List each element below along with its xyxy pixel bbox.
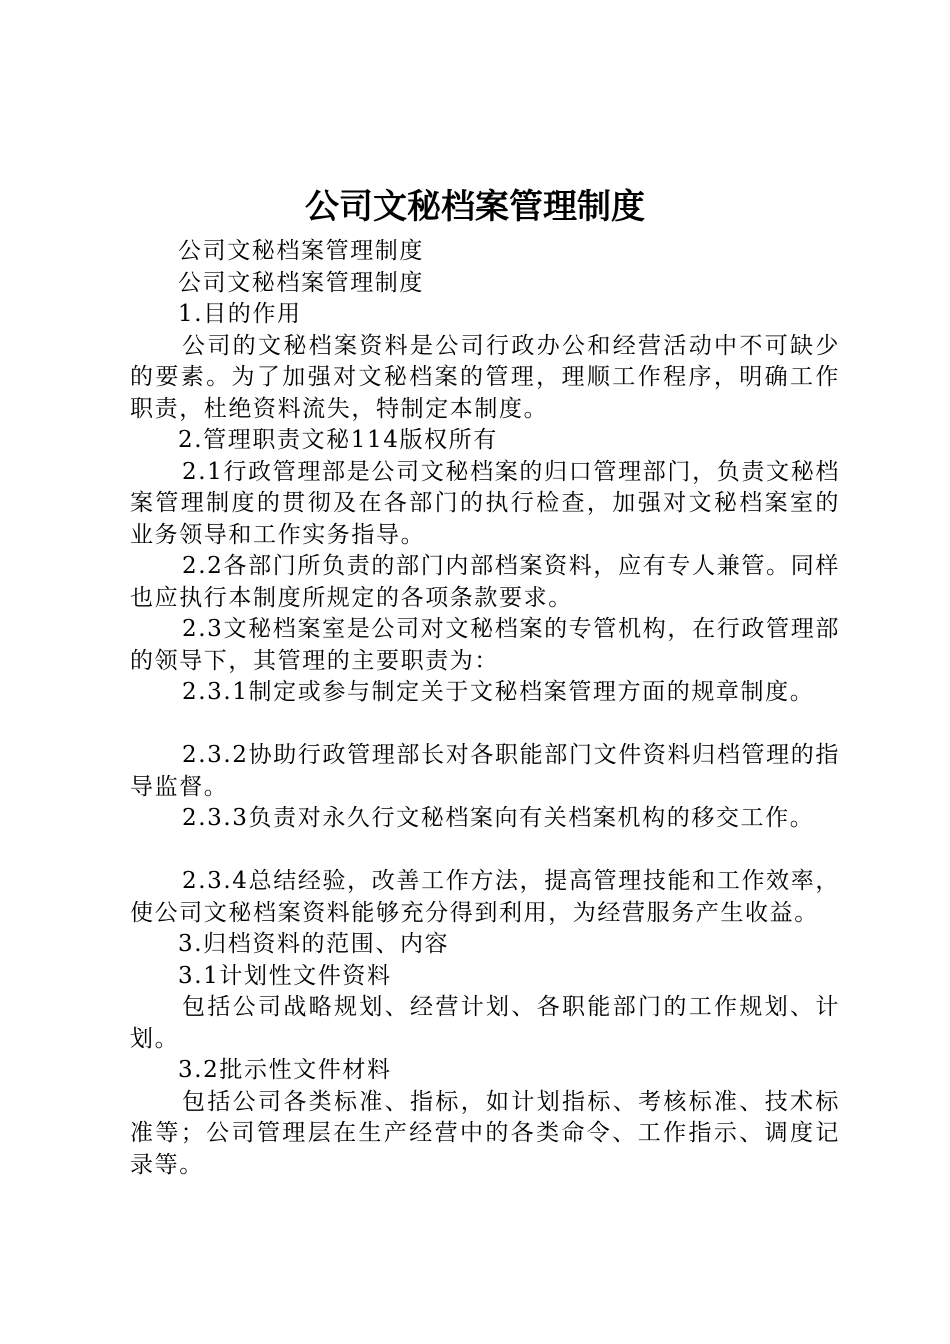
paragraph-subtitle-2: 公司文秘档案管理制度 [178,269,424,296]
subsection-heading-3-1: 3.1计划性文件资料 [178,962,392,989]
paragraph-subtitle-1: 公司文秘档案管理制度 [178,238,424,264]
paragraph-2-3-3: 2.3.3负责对永久行文秘档案向有关档案机构的移交工作。 [182,805,815,831]
section-heading-scope: 3.归档资料的范围、内容 [178,931,450,957]
document-title: 公司文秘档案管理制度 [305,187,645,227]
paragraph-2-1: 2.1行政管理部是公司文秘档案的归口管理部门，负责文秘档案管理制度的贯彻及在各部门的执行检查，加强对文秘档案室的业务领导和工作实务指导。 [130,458,840,548]
paragraph-2-3-1: 2.3.1制定或参与制定关于文秘档案管理方面的规章制度。 [182,679,815,705]
paragraph-2-3: 2.3文秘档案室是公司对文秘档案的专管机构，在行政管理部的领导下，其管理的主要职责为： [130,616,840,674]
paragraph-purpose: 公司的文秘档案资料是公司行政办公和经营活动中不可缺少的要素。为了加强对文秘档案的管理，理顺工作程序，明确工作职责，杜绝资料流失，特制定本制度。 [130,332,840,422]
paragraph-2-3-2: 2.3.2协助行政管理部长对各职能部门文件资料归档管理的指导监督。 [130,742,840,800]
subsection-heading-3-2: 3.2批示性文件材料 [178,1057,392,1083]
paragraph-3-1: 包括公司战略规划、经营计划、各职能部门的工作规划、计划。 [130,994,840,1052]
section-heading-responsibilities: 2.管理职责文秘114版权所有 [178,427,498,453]
paragraph-3-2: 包括公司各类标准、指标，如计划指标、考核标准、技术标准等；公司管理层在生产经营中的各类命令、工作指示、调度记录等。 [130,1088,840,1178]
document-body [130,236,840,1181]
paragraph-2-2: 2.2各部门所负责的部门内部档案资料，应有专人兼管。同样也应执行本制度所规定的各项条款要求。 [130,553,840,611]
paragraph-2-3-4: 2.3.4总结经验，改善工作方法，提高管理技能和工作效率，使公司文秘档案资料能够充分得到利用，为经营服务产生收益。 [130,868,840,926]
section-heading-purpose: 1.目的作用 [178,301,302,327]
